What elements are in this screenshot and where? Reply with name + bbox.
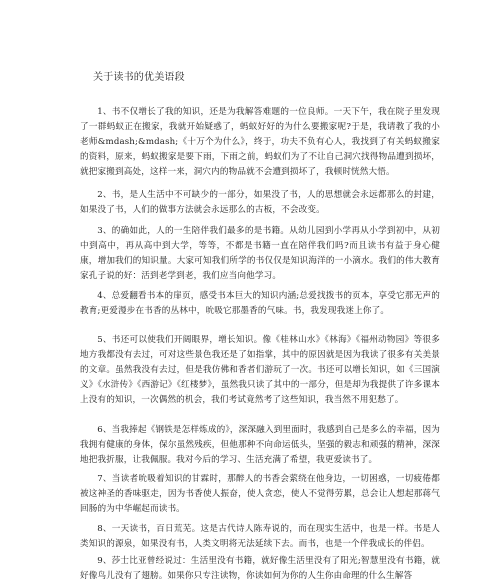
document-title: 关于读书的优美语段 — [93, 72, 185, 83]
paragraph-9: 9、莎士比亚曾经说过：生活里没有书籍，就好像生活里没有了阳光;智慧里没有书籍，就好像鸟儿没有了翅膀。如果你只专注读物，你读如何为你的人生你由命理的什么生解答 — [80, 555, 440, 581]
paragraph-2: 2、书，是人生活中不可缺少的一部分，如果没了书，人的思想就会永远都那么的封建，如果没了书，人们的做事方法就会永远那么的古板，不会改变。 — [80, 189, 440, 215]
paragraph-7: 7、当读者吮吸着知识的甘霖时，那醉人的书香会萦绕在他身边，一切困惑，一切疲倦都被这神圣的香味驱走，因为书香使人振奋，使人贪恋，使人不觉得劳累，总会让人想起那蒋气回肠的为中华崛起而读书。 — [80, 473, 440, 514]
paragraph-6: 6、当我捧起《钢铁是怎样炼成的》，深深融入到里面时，我感到自己是多么的幸福，因为我拥有健康的身体，保尔虽然残疾，但他那种不向命运低头，坚强的毅志和顽强的精神，深深地把我折服，让我佩服。我对今后的学习、生活充满了希望，我更爱读书了。 — [80, 424, 440, 465]
paragraph-4: 4、总爱翻看书本的扉页，感受书本巨大的知识内涵;总爱找拨书的页本，享受它那无声的教育;更爱漫步在书香的丛林中，吮吸它那墨香的气味。书，我发现我迷上你了。 — [80, 290, 440, 316]
paragraph-5: 5、书还可以使我们开阔眼界，增长知识。像《桂林山水》《林海》《福州动物园》等很多地方我都没有去过，可对这些景色我还是了如指掌，其中的原因就是因为我读了很多有关美景的文章。虽然我没有去过，但是我仿佛和香者们游玩了一次。书还可以增长知识，如《三国演义》《水浒传》《西游记》《红楼梦》，虽然我只读了其中的一部分，但是却为我提供了许多课本上没有的知识，一次偶然的机会，我们考试竟然考了这些知识，我当然不用犯愁了。 — [80, 334, 440, 406]
paragraph-1: 1、书不仅增长了我的知识，还是为我解答难题的一位良师。一天下午，我在院子里发现了一群蚂蚁正在搬家，我就开始疑惑了，蚂蚁好好的为什么要搬家呢?于是，我请教了我的小老师&mdash;&mdash;《十万个为什么》，终于，功夫不负有心人，我找到了有关蚂蚁搬家的资料，原来，蚂蚁搬家是要下雨，下雨之前，蚂蚁们为了不让自己洞穴找得物品遭到损坏，就把家搬到高处，这样一来，洞穴内的物品就不会遭到损坏了，我顿时恍然大悟。 — [80, 106, 440, 178]
paragraph-8: 8、一天读书，百日荒芜。这是古代诗人陈寿说的，而在现实生活中，也是一样。书是人类知识的源泉，如果没有书，人类文明将无法延续下去。而书，也是一个伴我成长的伴侣。 — [80, 523, 440, 549]
paragraph-3: 3、的确如此，人的一生陪伴我们最多的是书籍。从幼儿园到小学再从小学到初中，从初中到高中，再从高中到大学，等等，不都是书籍一直在陪伴我们吗?而且读书有益于身心健康，增加我们的知识量。大家可知我们所学的书仅仅是知识海洋的一小滴水。我们的伟大教育家孔子说的好：活到老学到老，我们应当向他学习。 — [80, 225, 440, 282]
